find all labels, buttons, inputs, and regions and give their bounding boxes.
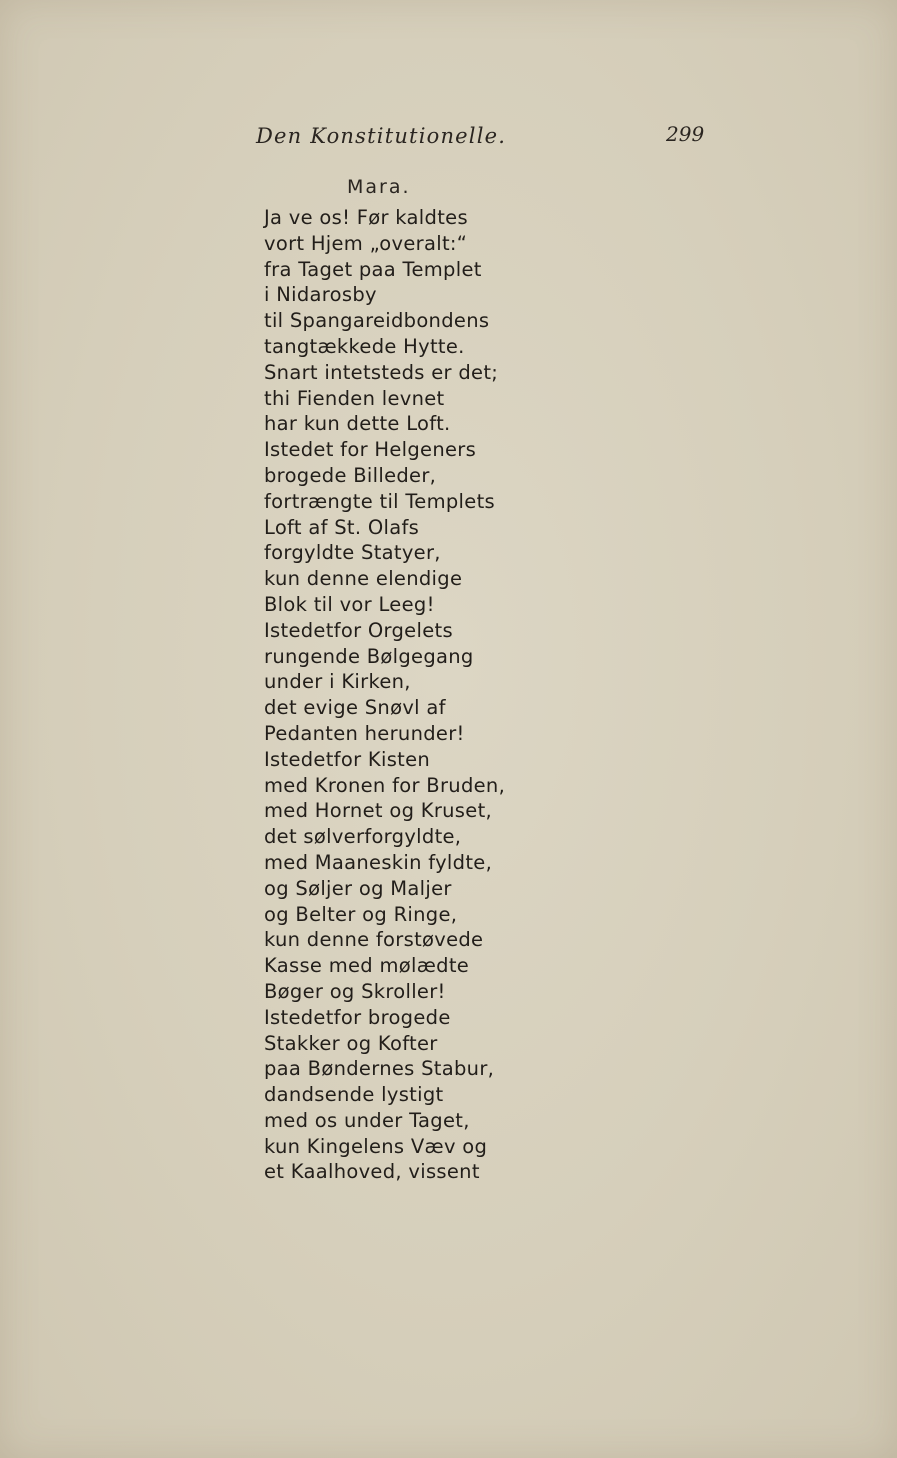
verse-line: paa Bøndernes Stabur, <box>264 1057 495 1081</box>
verse-line: thi Fienden levnet <box>264 386 445 410</box>
verse-line: i Nidarosby <box>264 283 377 307</box>
verse-line: Istedet for Helgeners <box>264 438 477 462</box>
verse-line: med os under Taget, <box>264 1108 470 1132</box>
verse-line: fortrængte til Templets <box>264 489 495 513</box>
verse-line: og Søljer og Maljer <box>264 876 452 900</box>
verse-line: tangtækkede Hytte. <box>264 334 465 358</box>
verse-line: Kasse med mølædte <box>264 954 470 978</box>
verse-block <box>264 205 505 1185</box>
verse-line: med Hornet og Kruset, <box>264 799 493 823</box>
verse-line: Loft af St. Olafs <box>264 515 420 539</box>
verse-line: Stakker og Kofter <box>264 1031 438 1055</box>
verse-line: Pedanten herunder! <box>264 721 465 745</box>
verse-line: det sølverforgyldte, <box>264 825 462 849</box>
verse-line: kun Kingelens Væv og <box>264 1134 488 1158</box>
verse-line: med Kronen for Bruden, <box>264 773 506 797</box>
verse-line: dandsende lystigt <box>264 1083 444 1107</box>
verse-line: fra Taget paa Templet <box>264 257 482 281</box>
speaker-name: Mara. <box>347 176 411 198</box>
verse-line: kun denne forstøvede <box>264 928 484 952</box>
verse-line: det evige Snøvl af <box>264 696 446 720</box>
verse-line: under i Kirken, <box>264 670 411 694</box>
running-head: Den Konstitutionelle. <box>256 124 507 148</box>
verse-line: brogede Billeder, <box>264 463 437 487</box>
verse-line: Snart intetsteds er det; <box>264 360 499 384</box>
verse-line: rungende Bølgegang <box>264 644 474 668</box>
verse-line: Ja ve os! Før kaldtes <box>264 206 468 229</box>
verse-line: til Spangareidbondens <box>264 309 490 333</box>
verse-line: har kun dette Loft. <box>264 412 451 436</box>
verse-line: Istedetfor Orgelets <box>264 618 453 642</box>
verse-line: og Belter og Ringe, <box>264 902 458 926</box>
verse-line: kun denne elendige <box>264 567 463 591</box>
verse-line: Istedetfor Kisten <box>264 747 431 771</box>
verse-line: forgyldte Statyer, <box>264 541 441 565</box>
verse-line: et Kaalhoved, vissent <box>264 1160 480 1184</box>
verse-line: Bøger og Skroller! <box>264 979 446 1003</box>
page-number: 299 <box>666 122 705 146</box>
verse-line: Blok til vor Leeg! <box>264 592 435 616</box>
verse-line: med Maaneskin fyldte, <box>264 850 493 874</box>
verse-line: vort Hjem „overalt:“ <box>264 231 468 255</box>
verse-line: Istedetfor brogede <box>264 1005 451 1029</box>
